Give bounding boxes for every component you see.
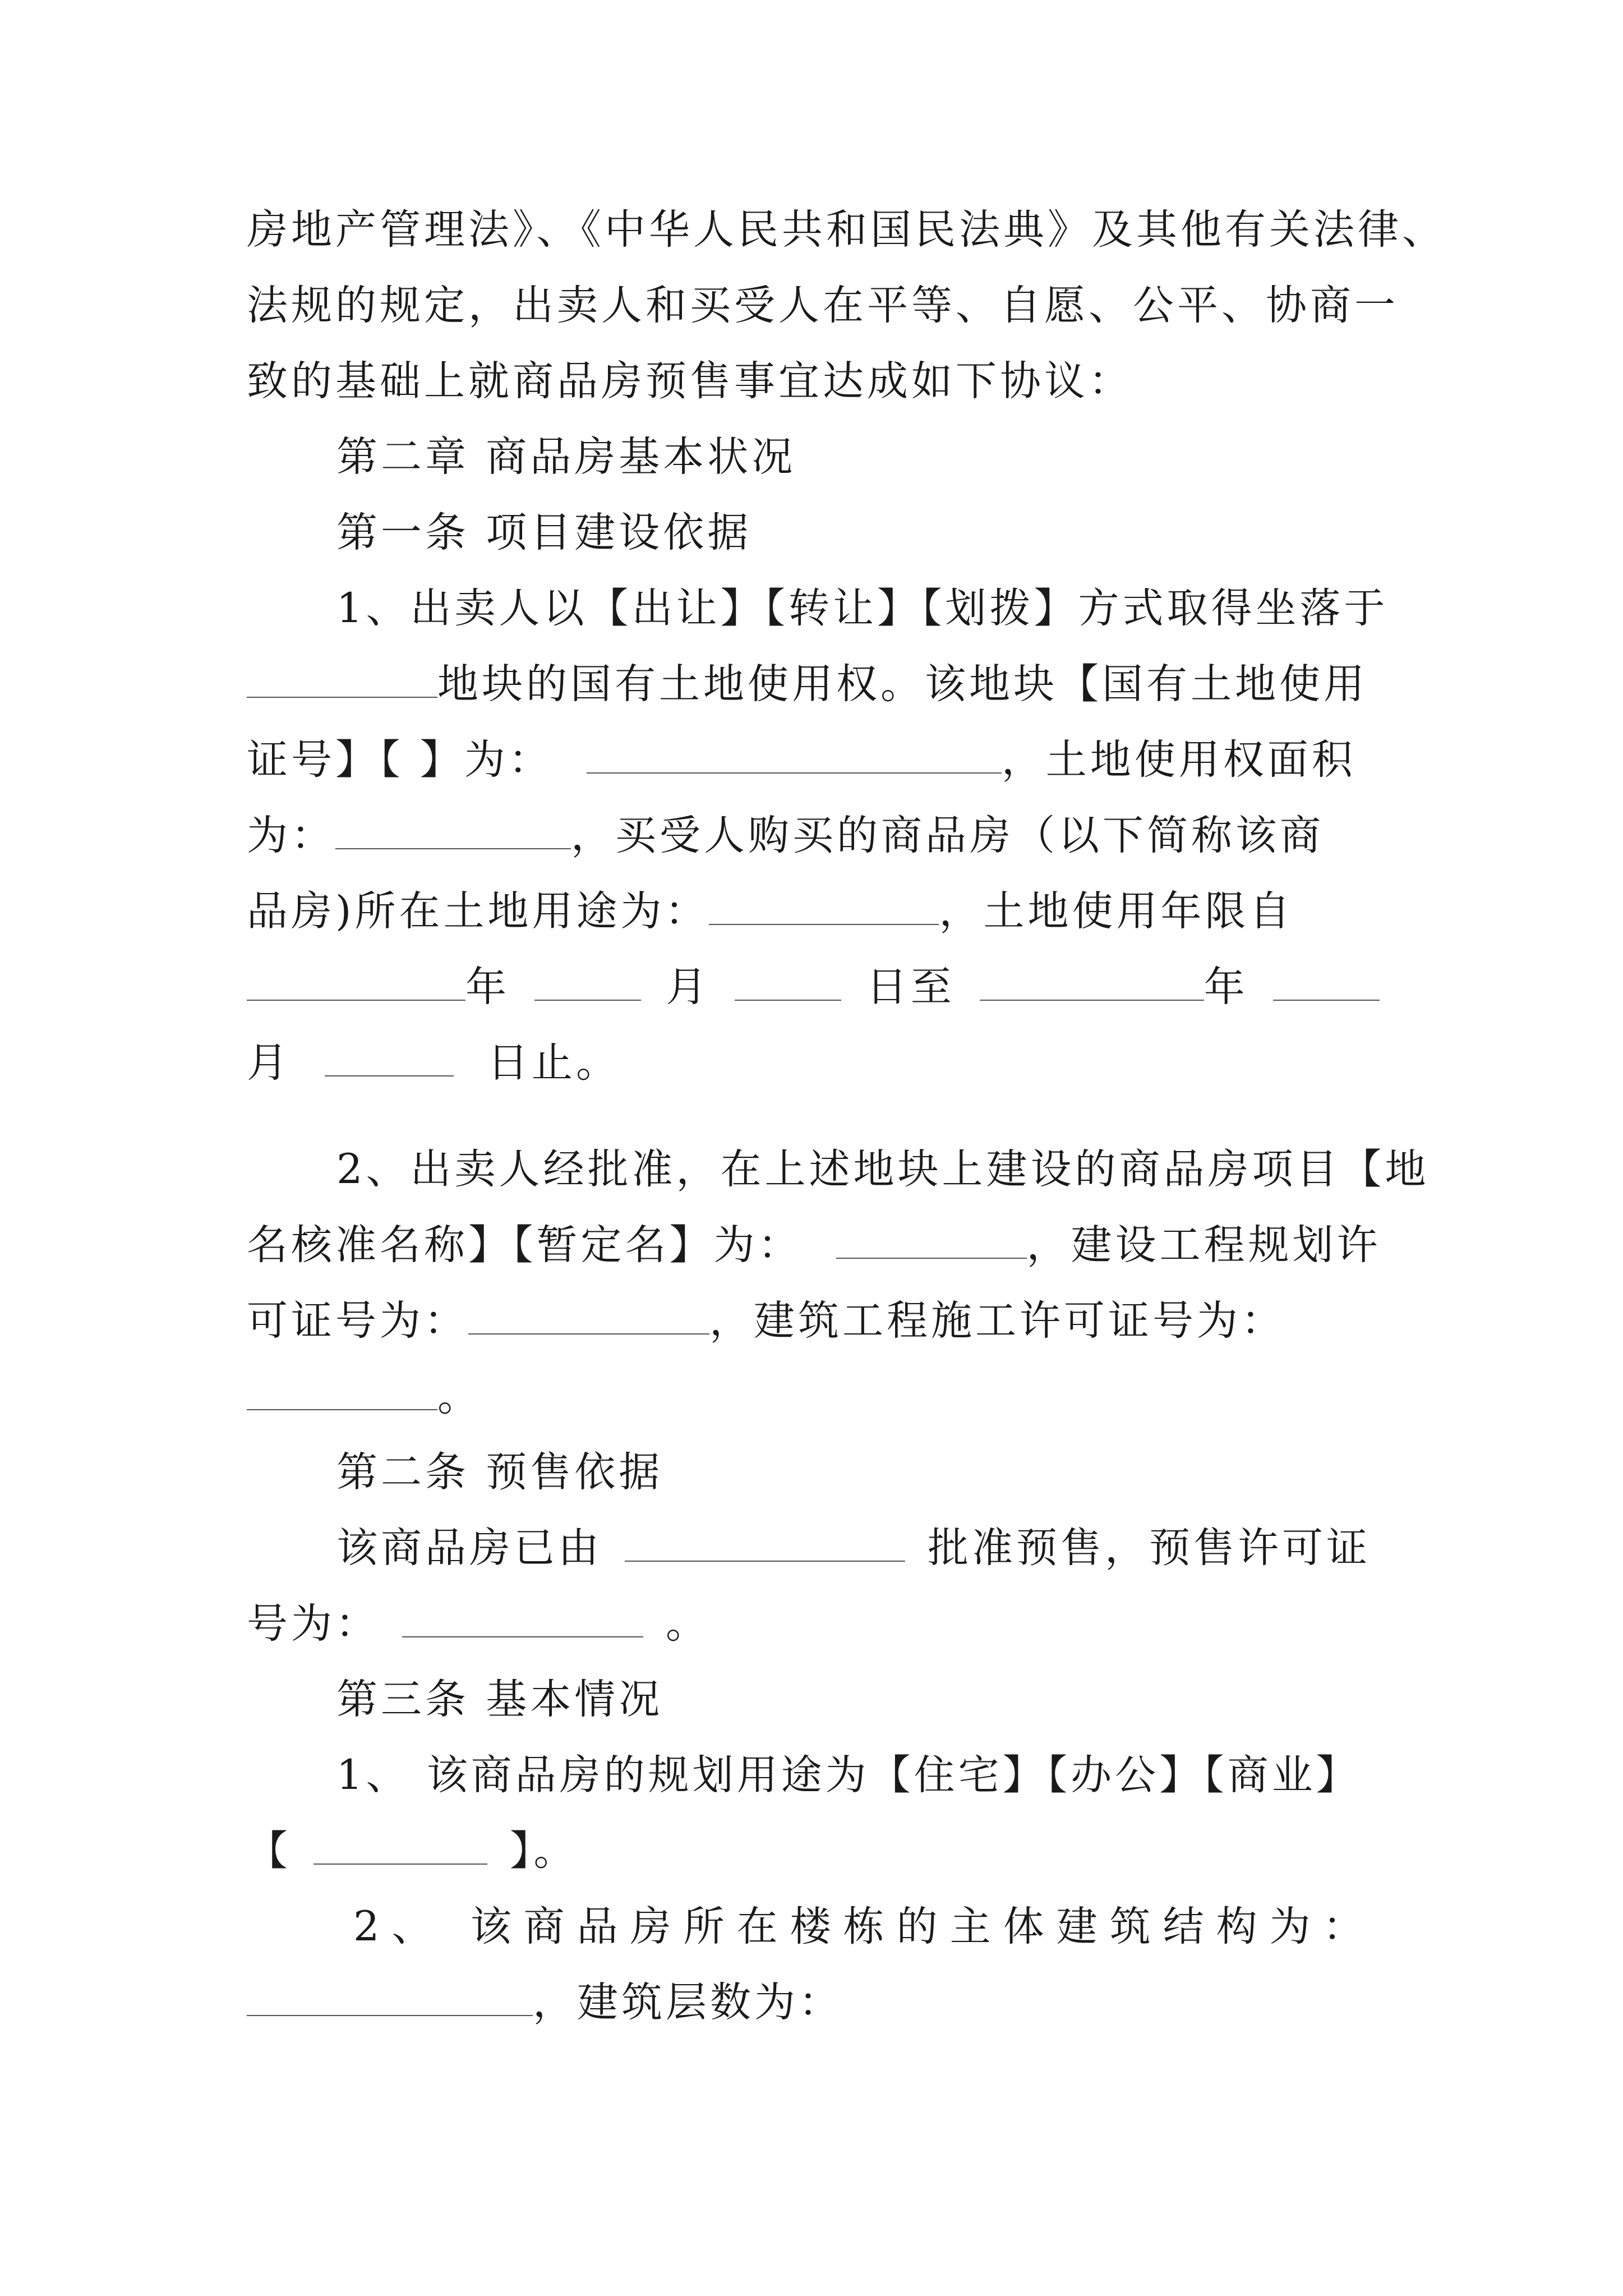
fill-blank[interactable]: [325, 1042, 454, 1076]
text-segment: 可证号为：: [247, 1297, 468, 1345]
article-heading: 第三条 基本情况: [336, 1676, 663, 1723]
fill-blank[interactable]: [247, 1981, 533, 2016]
text-line: [247, 1290, 1285, 1352]
text-segment: ，土地使用权面积: [1001, 736, 1356, 784]
fill-blank[interactable]: [247, 966, 465, 1001]
text-line: [247, 956, 1380, 1018]
article-heading: 第一条 项目建设依据: [336, 509, 752, 556]
fill-blank[interactable]: [625, 1527, 905, 1562]
fill-blank[interactable]: [402, 1603, 643, 1637]
text-line: 2、出卖人经批准，在上述地块上建设的商品房项目【地: [336, 1145, 1430, 1193]
fill-blank[interactable]: [534, 966, 641, 1001]
text-line: [247, 729, 1356, 791]
text-segment: 年: [465, 963, 510, 1011]
article-heading: 第二条 预售依据: [336, 1448, 663, 1496]
text-line: [247, 1820, 578, 1882]
text-segment: 【: [247, 1827, 291, 1875]
text-segment: 月: [247, 1039, 291, 1087]
fill-blank[interactable]: [247, 663, 437, 698]
text-segment: 号为：: [247, 1600, 380, 1648]
text-line: [247, 1366, 482, 1428]
text-segment: 品房)所在土地用途为：: [247, 887, 709, 935]
fill-blank[interactable]: [587, 739, 1002, 774]
text-segment: ，建设工程规划许: [1026, 1221, 1381, 1269]
text-segment: ，建筑工程施工许可证号为：: [709, 1297, 1285, 1345]
fill-blank[interactable]: [313, 1830, 487, 1865]
fill-blank[interactable]: [468, 1300, 709, 1335]
text-line: [247, 1214, 1381, 1276]
text-line: [247, 1972, 843, 2033]
text-segment: 为：: [247, 812, 335, 859]
fill-blank[interactable]: [1273, 966, 1380, 1001]
fill-blank[interactable]: [247, 1375, 437, 1410]
text-segment: 该商品房已由: [336, 1524, 602, 1572]
text-segment: 。: [437, 1373, 482, 1420]
text-segment: ，建筑层数为：: [533, 1978, 843, 2026]
fill-blank[interactable]: [709, 890, 939, 925]
text-line: [247, 1593, 710, 1655]
text-segment: 证号】【 】为：: [247, 736, 553, 784]
text-segment: 日至: [866, 963, 955, 1011]
text-segment: 批准预售，预售许可证: [928, 1524, 1371, 1572]
text-segment: ，买受人购买的商品房（以下简称该商: [571, 812, 1324, 859]
text-line: 致的基础上就商品房预售事宜达成如下协议：: [247, 357, 1133, 405]
text-segment: 月: [666, 963, 711, 1011]
text-line: [247, 654, 1368, 715]
text-line: 2、 该商品房所在楼栋的主体建筑结构为：: [353, 1903, 1376, 1950]
fill-blank[interactable]: [980, 966, 1204, 1001]
text-line: [247, 805, 1324, 867]
text-segment: ，土地使用年限自: [939, 887, 1294, 935]
text-segment: 地块的国有土地使用权。该地块【国有土地使用: [437, 660, 1368, 708]
text-line: [247, 1032, 620, 1094]
text-line: [247, 881, 1293, 942]
text-segment: 。: [666, 1600, 710, 1648]
text-segment: 日止。: [487, 1039, 620, 1087]
text-line: 法规的规定，出卖人和买受人在平等、自愿、公平、协商一: [247, 282, 1399, 329]
text-line: [336, 1517, 1371, 1579]
text-segment: 名核准名称】【暂定名】为：: [247, 1221, 803, 1269]
text-line: 房地产管理法》、《中华人民共和国民法典》及其他有关法律、: [247, 206, 1446, 254]
fill-blank[interactable]: [335, 815, 571, 849]
text-line: 1、出卖人以【出让】【转让】【划拨】方式取得坐落于: [336, 585, 1389, 632]
text-segment: 】。: [510, 1827, 578, 1875]
text-line: 1、 该商品房的规划用途为【住宅】【办公】【商业】: [336, 1751, 1361, 1799]
text-segment: 年: [1204, 963, 1248, 1011]
chapter-heading: 第二章 商品房基本状况: [336, 433, 796, 481]
fill-blank[interactable]: [836, 1224, 1027, 1259]
fill-blank[interactable]: [735, 966, 841, 1001]
